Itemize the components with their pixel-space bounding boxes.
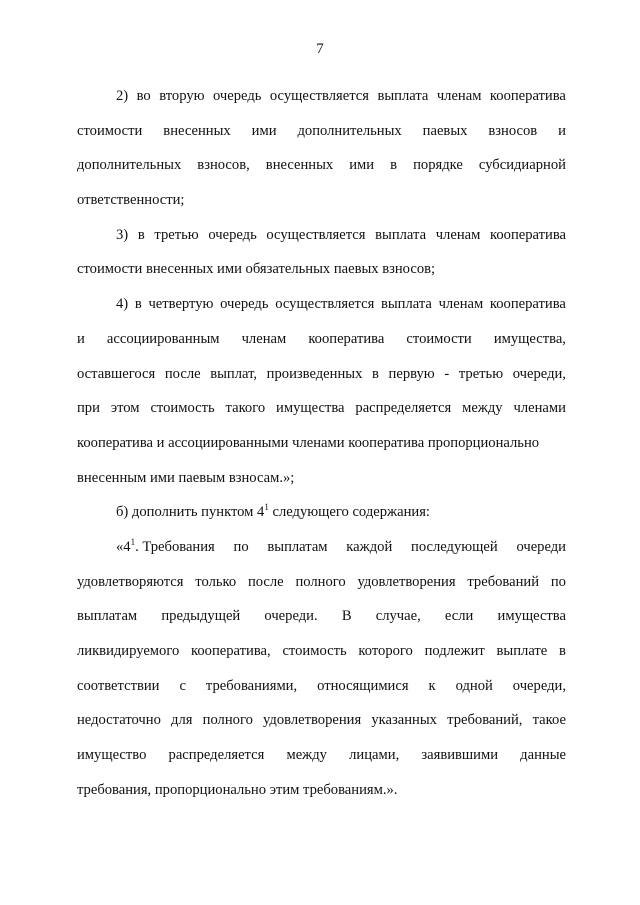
paragraph-line: б) дополнить пунктом $4^1$ следующего содержания: (116, 502, 430, 521)
paragraph-line: ликвидируемого кооператива, стоимость которого подлежит выплате в (77, 643, 566, 659)
paragraph-line: кооператива и ассоциированными членами кооператива пропорционально (77, 434, 540, 451)
paragraph-line: дополнительных взносов, внесенных ими в порядке субсидиарной (77, 157, 566, 174)
superscript: 1 (130, 536, 136, 547)
paragraph-line: 3) в третью очередь осуществляется выплата членам кооператива (116, 226, 566, 243)
paragraph-line: при этом стоимость такого имущества распределяется между членами (77, 400, 566, 417)
paragraph-line: соответствии с требованиями, относящимися к одной очереди, (77, 677, 566, 694)
page-number: 7 (316, 41, 324, 57)
paragraph-line: недостаточно для полного удовлетворения указанных требований, такое (77, 712, 566, 729)
paragraph-line: удовлетворяются только после полного удовлетворения требований по (77, 573, 566, 590)
document-body (77, 79, 566, 807)
paragraph-line: стоимости внесенных ими дополнительных паевых взносов и (77, 122, 566, 139)
paragraph-line: ответственности; (77, 192, 185, 209)
paragraph-line: 4) в четвертую очередь осуществляется выплата членам кооператива (116, 296, 566, 313)
paragraph-line: требования, пропорционально этим требованиям.». (77, 781, 398, 798)
paragraph-line: 2) во вторую очередь осуществляется выплата членам кооператива (116, 88, 566, 104)
paragraph-line: «$4^1$. Требования по выплатам каждой последующей очереди (116, 536, 566, 555)
paragraph-line: выплатам предыдущей очереди. В случае, если имущества (77, 608, 566, 625)
paragraph-line: имущество распределяется между лицами, заявившими данные (77, 747, 566, 764)
superscript: 1 (264, 502, 269, 513)
paragraph-line: стоимости внесенных ими обязательных паевых взносов; (77, 261, 436, 278)
paragraph-line: оставшегося после выплат, произведенных в первую - третью очереди, (77, 365, 566, 382)
paragraph-line: внесенным ими паевым взносам.»; (77, 469, 295, 486)
paragraph-line: и ассоциированным членам кооператива стоимости имущества, (77, 330, 566, 347)
